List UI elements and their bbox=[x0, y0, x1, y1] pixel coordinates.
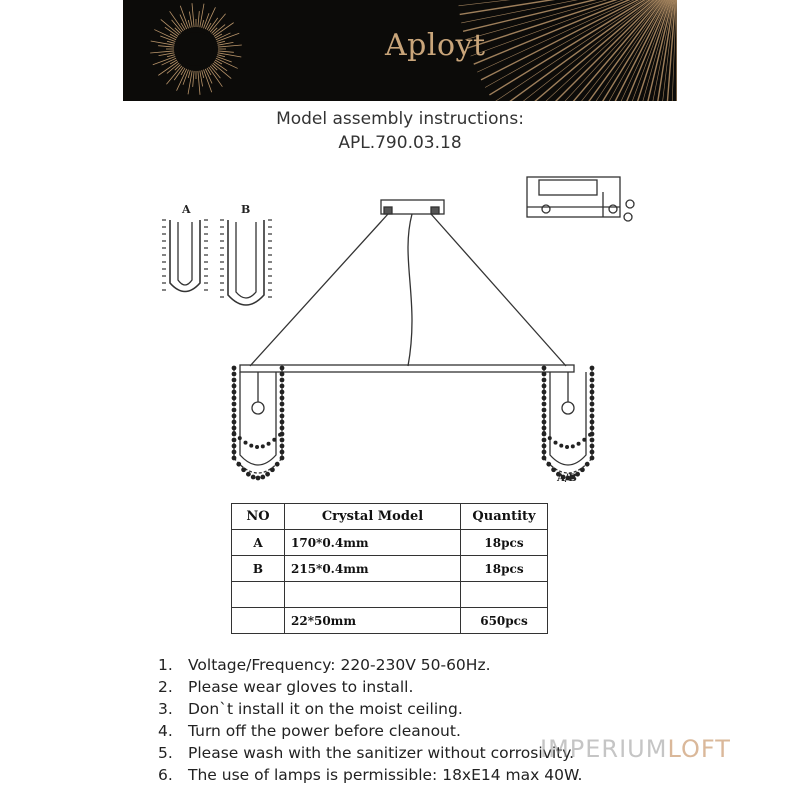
list-item: 6. The use of lamps is permissible: 18xE14 max 40W. bbox=[158, 766, 583, 784]
model-number: APL.790.03.18 bbox=[338, 133, 462, 153]
column-header: NO bbox=[232, 504, 285, 530]
column-header: Quantity bbox=[461, 504, 548, 530]
list-item: 3. Don`t install it on the moist ceiling. bbox=[158, 700, 463, 718]
table-row bbox=[232, 582, 548, 608]
suspension-wire-right bbox=[431, 214, 566, 366]
table-cell: 22*50mm bbox=[285, 608, 461, 634]
table-cell bbox=[461, 582, 548, 608]
crystal-b-diagram bbox=[228, 220, 264, 305]
assembly-diagram bbox=[0, 160, 800, 490]
table-cell bbox=[285, 582, 461, 608]
table-cell: A bbox=[232, 530, 285, 556]
power-cord bbox=[408, 214, 412, 366]
crystal-a-label: A bbox=[182, 203, 191, 216]
table-cell: 215*0.4mm bbox=[285, 556, 461, 582]
table-cell: B bbox=[232, 556, 285, 582]
list-item: 5. Please wash with the sanitizer without corrosivity. bbox=[158, 744, 575, 762]
brand-banner bbox=[123, 0, 677, 101]
table-cell bbox=[232, 608, 285, 634]
brand-logo-text: Aployt bbox=[385, 28, 486, 63]
list-item: 4. Turn off the power before cleanout. bbox=[158, 722, 461, 740]
table-cell: 650pcs bbox=[461, 608, 548, 634]
instruction-list bbox=[158, 654, 582, 786]
crystal-spec-table bbox=[231, 503, 548, 634]
table-row bbox=[232, 608, 548, 634]
crystal-b-label: B bbox=[241, 203, 251, 216]
crystal-a-diagram bbox=[170, 220, 200, 292]
lamp-right bbox=[544, 368, 592, 473]
page-title: Model assembly instructions: bbox=[276, 109, 524, 129]
table-cell: 170*0.4mm bbox=[285, 530, 461, 556]
wiring-diagram bbox=[527, 177, 634, 221]
lamp-ab-label: A/B bbox=[557, 473, 577, 484]
fixture-bar bbox=[240, 365, 574, 372]
table-row bbox=[232, 530, 548, 556]
list-item: 1. Voltage/Frequency: 220-230V 50-60Hz. bbox=[158, 656, 491, 674]
watermark: IMPERIUMLOFT bbox=[540, 735, 731, 763]
table-cell: 18pcs bbox=[461, 556, 548, 582]
lamp-left bbox=[234, 368, 282, 473]
table-header-row bbox=[232, 504, 548, 530]
list-item: 2. Please wear gloves to install. bbox=[158, 678, 414, 696]
table-cell bbox=[232, 582, 285, 608]
column-header: Crystal Model bbox=[285, 504, 461, 530]
table-cell: 18pcs bbox=[461, 530, 548, 556]
table-row bbox=[232, 556, 548, 582]
